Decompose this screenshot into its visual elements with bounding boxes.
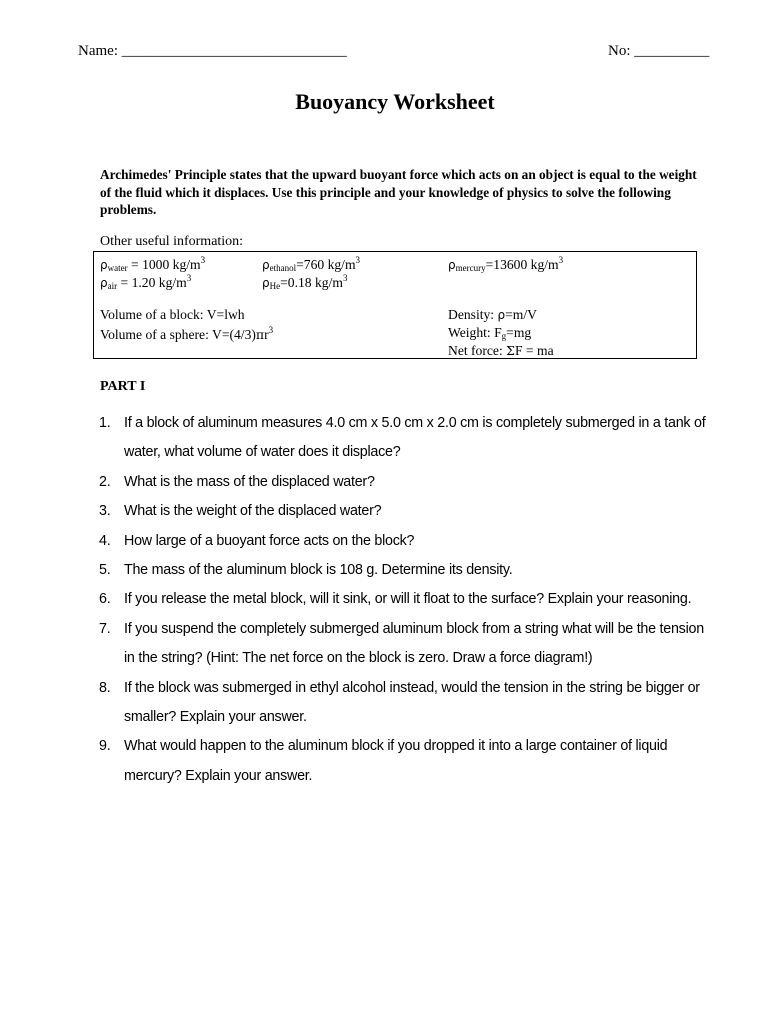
volume-block-formula: Volume of a block: V=lwh [100,307,245,322]
list-item: 3. What is the weight of the displaced water? [99,503,382,520]
intro-paragraph: Archimedes' Principle states that the upward buoyant force which acts on an object is equal to the weight of the fluid which it displaces. Use this principle and your knowledge of physics to solve the following problems. [100,167,697,217]
density-formula: Density: ρ=m/V [448,307,537,322]
page-title: Buoyancy Worksheet [295,89,495,114]
density-mercury: $\rho_{mercury}=13600$ $kg/m^3$ [448,255,564,273]
info-label: Other useful information: [100,234,244,249]
number-field: No: __________ [608,43,710,59]
density-water: $\rho_{water} = 1000$ $kg/m^3$ [100,255,206,273]
list-item: 5. The mass of the aluminum block is 108 g. Determine its density. [99,562,513,579]
part-heading: PART I [100,379,146,394]
volume-sphere-formula: Volume of a sphere: $V=(4/3)\pi r^3$ [100,325,274,342]
density-air: $\rho_{air} = 1.20$ $kg/m^3$ [100,273,192,291]
list-item: 9. What would happen to the aluminum block if you dropped it into a large container of liquid mercury? Explain your answer. [99,738,668,784]
density-ethanol: $\rho_{ethanol}=760$ $kg/m^3$ [262,255,361,273]
question-list [99,409,709,791]
list-item: 2. What is the mass of the displaced water? [99,473,375,490]
name-field: Name: ______________________________ [78,43,347,59]
net-force-formula: Net force: ΣF = ma [448,343,554,358]
list-item: 8. If the block was submerged in ethyl alcohol instead, would the tension in the string be bigger or smaller? Explain your answer. [99,679,700,726]
weight-formula: Weight: $F_g=mg$ [448,325,532,341]
list-item: 1. If a block of aluminum measures 4.0 cm x 5.0 cm x 2.0 cm is completely submerged in a tank of water, what volume of water does it displace? [99,415,706,461]
list-item: 6. If you release the metal block, will it sink, or will it float to the surface? Explain your reasoning. [99,591,692,608]
useful-information-box [93,251,697,359]
list-item: 7. If you suspend the completely submerged aluminum block from a string what will be the tension in the string? (Hint: The net force on the block is zero. Draw a force diagram!) [99,620,704,667]
list-item: 4. How large of a buoyant force acts on the block? [99,532,415,549]
density-helium: $\rho_{He}=0.18$ $kg/m^3$ [262,273,348,291]
